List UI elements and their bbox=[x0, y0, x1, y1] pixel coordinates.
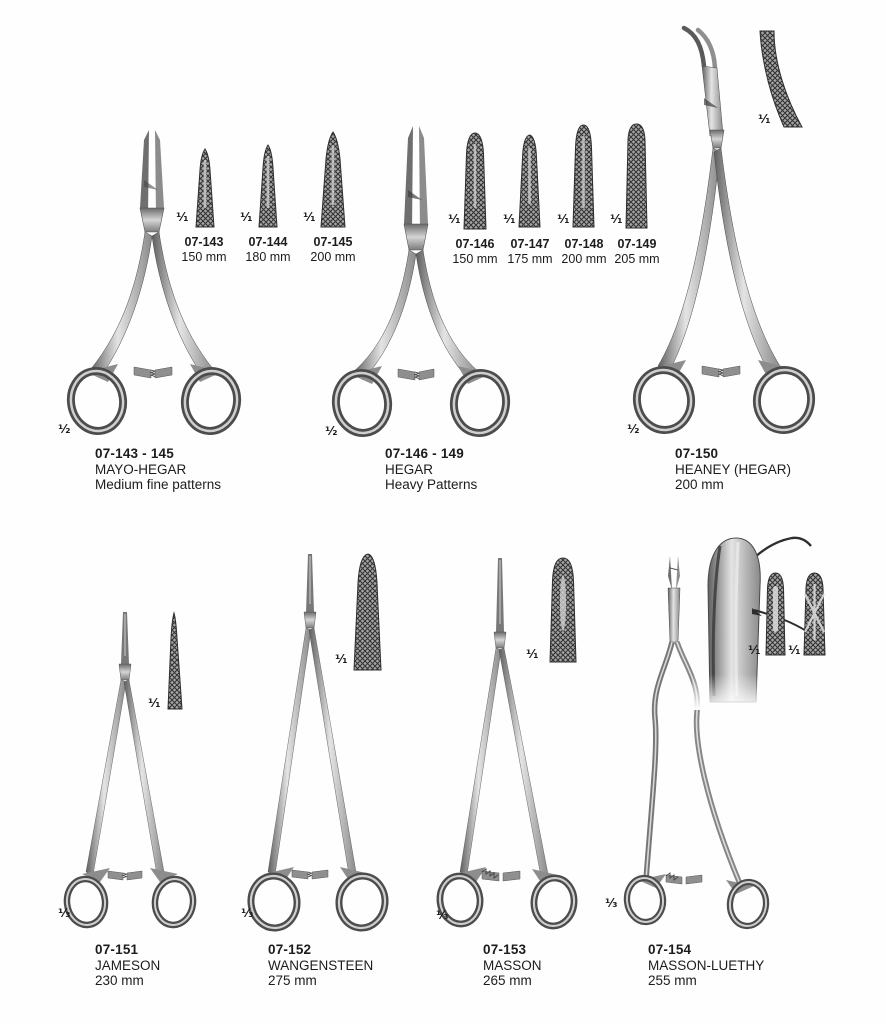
tip-code: 07-143 bbox=[184, 235, 224, 249]
tip-size: 180 mm bbox=[245, 249, 291, 264]
scale-mark: ¹⁄₁ bbox=[176, 210, 189, 224]
product-size: 265 mm bbox=[483, 973, 532, 988]
product-size: 230 mm bbox=[95, 973, 144, 988]
tip-size: 205 mm bbox=[614, 251, 660, 266]
tip-size: 150 mm bbox=[452, 251, 498, 266]
product-code: 07-151 bbox=[95, 942, 139, 957]
caption-masson-luethy bbox=[648, 942, 764, 989]
product-name: HEANEY (HEGAR) bbox=[675, 461, 792, 477]
tip-label-07-147 bbox=[507, 237, 552, 266]
scale-mark: ¹⁄₂ bbox=[58, 422, 71, 436]
tip-detail-07-153 bbox=[543, 555, 583, 665]
scale-mark: ¹⁄₂ bbox=[325, 424, 338, 438]
instrument-mayo-hegar-illustration bbox=[48, 124, 260, 442]
caption-heaney-hegar bbox=[675, 446, 791, 493]
caption-mayo-hegar bbox=[95, 446, 221, 493]
product-code-range: 07-146 - 149 bbox=[385, 446, 464, 461]
product-code: 07-150 bbox=[675, 446, 719, 461]
scale-mark: ¹⁄₁ bbox=[610, 212, 623, 226]
tip-code: 07-148 bbox=[564, 237, 604, 251]
tip-size: 150 mm bbox=[181, 249, 227, 264]
product-name: HEGAR bbox=[385, 461, 434, 477]
tip-size: 175 mm bbox=[507, 251, 553, 266]
product-name: MASSON-LUETHY bbox=[648, 957, 765, 973]
product-size: 255 mm bbox=[648, 973, 697, 988]
tip-detail-07-143 bbox=[193, 146, 217, 230]
tip-code: 07-145 bbox=[313, 235, 353, 249]
tip-code: 07-146 bbox=[455, 237, 495, 251]
tip-label-07-145 bbox=[310, 235, 355, 264]
scale-mark: ¹⁄₃ bbox=[58, 906, 71, 920]
caption-jameson bbox=[95, 942, 160, 989]
scale-mark: ¹⁄₁ bbox=[303, 210, 316, 224]
product-name: WANGENSTEEN bbox=[268, 957, 374, 973]
product-name: MASSON bbox=[483, 957, 542, 973]
tip-detail-07-152 bbox=[350, 551, 386, 673]
tip-detail-07-144 bbox=[256, 142, 280, 230]
product-code: 07-152 bbox=[268, 942, 312, 957]
product-size: 200 mm bbox=[675, 477, 724, 492]
caption-wangensteen bbox=[268, 942, 373, 989]
tip-detail-07-145 bbox=[318, 129, 348, 230]
scale-mark: ¹⁄₂ bbox=[627, 422, 640, 436]
tip-code: 07-144 bbox=[248, 235, 288, 249]
product-code: 07-153 bbox=[483, 942, 527, 957]
tip-label-07-146 bbox=[452, 237, 497, 266]
scale-mark: ¹⁄₁ bbox=[557, 212, 570, 226]
scale-mark: ¹⁄₁ bbox=[240, 210, 253, 224]
scale-mark: ¹⁄₁ bbox=[335, 652, 348, 666]
tip-size: 200 mm bbox=[561, 251, 607, 266]
tip-label-07-149 bbox=[614, 237, 659, 266]
scale-mark: ¹⁄₁ bbox=[503, 212, 516, 226]
tip-detail-07-154-star bbox=[798, 570, 831, 658]
tip-detail-07-146 bbox=[461, 130, 489, 232]
tip-detail-07-149 bbox=[621, 122, 652, 230]
product-name: MAYO-HEGAR bbox=[95, 461, 187, 477]
product-size: 275 mm bbox=[268, 973, 317, 988]
tip-code: 07-147 bbox=[510, 237, 550, 251]
tip-detail-07-147 bbox=[516, 132, 543, 230]
product-desc: Medium fine patterns bbox=[95, 477, 222, 492]
scale-mark: ¹⁄₃ bbox=[605, 896, 618, 910]
tip-label-07-143 bbox=[181, 235, 226, 264]
caption-masson bbox=[483, 942, 542, 989]
tip-detail-07-154-slot bbox=[760, 570, 791, 658]
product-name: JAMESON bbox=[95, 957, 161, 973]
scale-mark: ¹⁄₁ bbox=[526, 647, 539, 661]
product-code: 07-154 bbox=[648, 942, 692, 957]
scale-mark: ¹⁄₃ bbox=[241, 906, 254, 920]
scale-mark: ¹⁄₁ bbox=[748, 643, 761, 657]
tip-detail-07-148 bbox=[569, 122, 598, 230]
caption-hegar bbox=[385, 446, 477, 493]
product-code-range: 07-143 - 145 bbox=[95, 446, 174, 461]
tip-detail-07-151 bbox=[162, 610, 188, 712]
scale-mark: ¹⁄₃ bbox=[436, 908, 449, 922]
scale-mark: ¹⁄₁ bbox=[788, 643, 801, 657]
scale-mark: ¹⁄₁ bbox=[448, 212, 461, 226]
product-desc: Heavy Patterns bbox=[385, 477, 478, 492]
tip-label-07-144 bbox=[245, 235, 290, 264]
tip-label-07-148 bbox=[561, 237, 606, 266]
scale-mark: ¹⁄₁ bbox=[148, 696, 161, 710]
scale-mark: ¹⁄₁ bbox=[758, 112, 771, 126]
tip-code: 07-149 bbox=[617, 237, 657, 251]
tip-size: 200 mm bbox=[310, 249, 356, 264]
